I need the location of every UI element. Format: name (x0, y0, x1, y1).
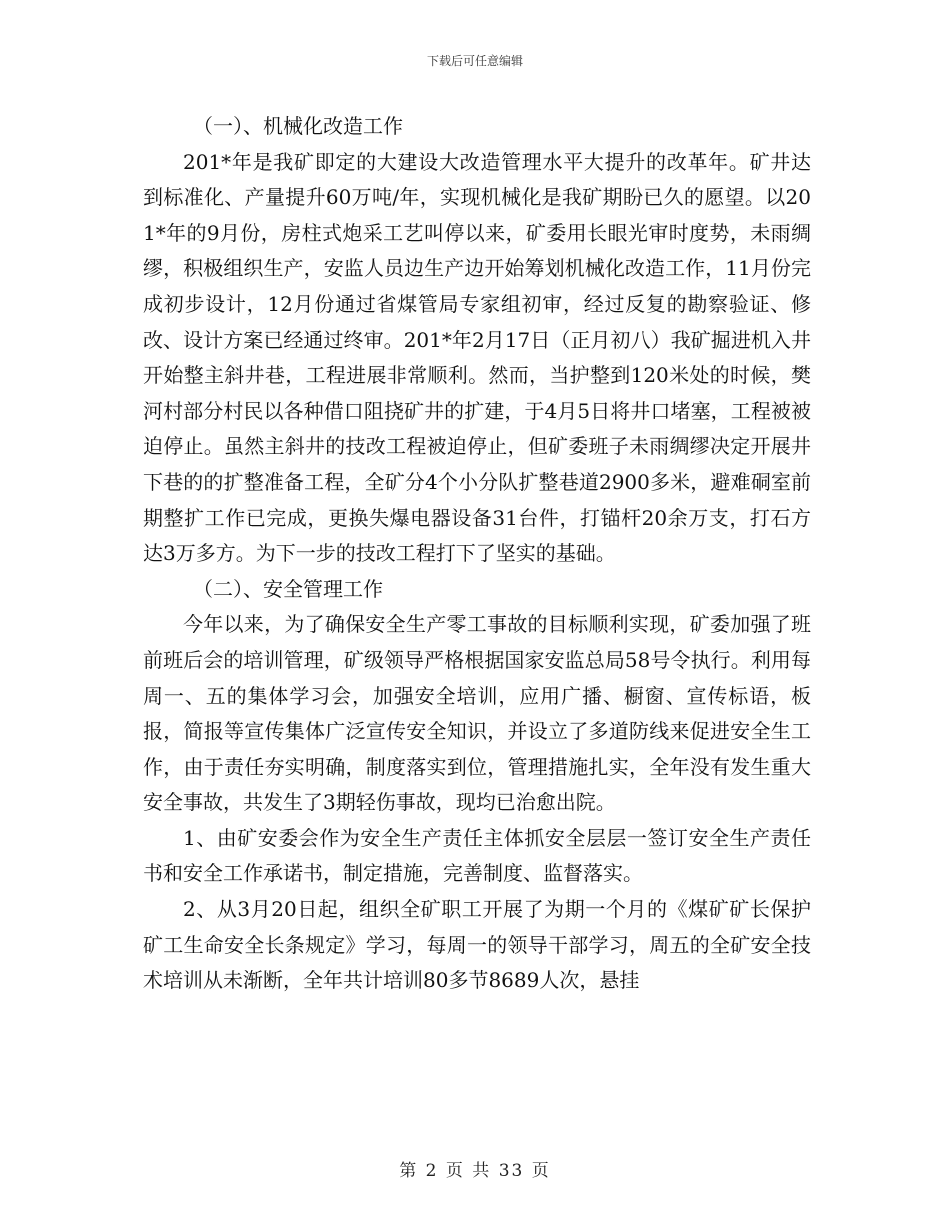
document-body (143, 109, 811, 999)
section-heading-safety: （二）、安全管理工作 (193, 576, 383, 601)
section-heading-mechanization: （一）、机械化改造工作 (193, 114, 403, 138)
page-header-note: 下载后可任意编辑 (426, 54, 523, 68)
paragraph-safety-overview: 今年以来，为了确保安全生产零工事故的目标顺利实现，矿委加强了班前班后会的培训管理，矿级领导严格根据国家安监总局58号令执行。利用每周一、五的集体学习会，加强安全培训，应用广播、橱窗、宣传标语，板报，简报等宣传集体广泛宣传安全知识，并设立了多道防线来促进安全生工作，由于责任夯实明确，制度落实到位，管理措施扎实，全年没有发生重大安全事故，共发生了3期轻伤事故，现均已治愈出院。 (143, 612, 811, 815)
paragraph-mechanization: 201*年是我矿即定的大建设大改造管理水平大提升的改革年。矿井达到标准化、产量提升60万吨/年，实现机械化是我矿期盼已久的愿望。以201*年的9月份，房柱式炮采工艺叫停以来，矿委用长眼光审时度势，未雨绸缪，积极组织生产，安监人员边生产边开始筹划机械化改造工作，11月份完成初步设计，12月份通过省煤管局专家组初审，经过反复的勘察验证、修改、设计方案已经通过终审。201*年2月17日（正月初八）我矿掘进机入井开始整主斜井巷，工程进展非常顺利。然而，当护整到120米处的时候，樊河村部分村民以各种借口阻挠矿井的扩建，于4月5日将井口堵塞，工程被被迫停止。虽然主斜井的技改工程被迫停止，但矿委班子未雨绸缪决定开展井下巷的的扩整准备工程，全矿分4个小分队扩整巷道2900多米，避难硐室前期整扩工作已完成，更换失爆电器设备31台件，打锚杆20余万支，打石方达3万多方。为下一步的技改工程打下了坚实的基础。 (143, 149, 811, 566)
paragraph-safety-item-1: 1、由矿安委会作为安全生产责任主体抓安全层层一签订安全生产责任书和安全工作承诺书，制定措施，完善制度、监督落实。 (143, 825, 811, 886)
page-number-footer: 第 2 页 共 33 页 (399, 1161, 551, 1181)
paragraph-safety-item-2: 2、从3月20日起，组织全矿职工开展了为期一个月的《煤矿矿长保护矿工生命安全长条规定》学习，每周一的领导干部学习，周五的全矿安全技术培训从未渐断，全年共计培训80多节8689人次，悬挂 (143, 897, 811, 993)
